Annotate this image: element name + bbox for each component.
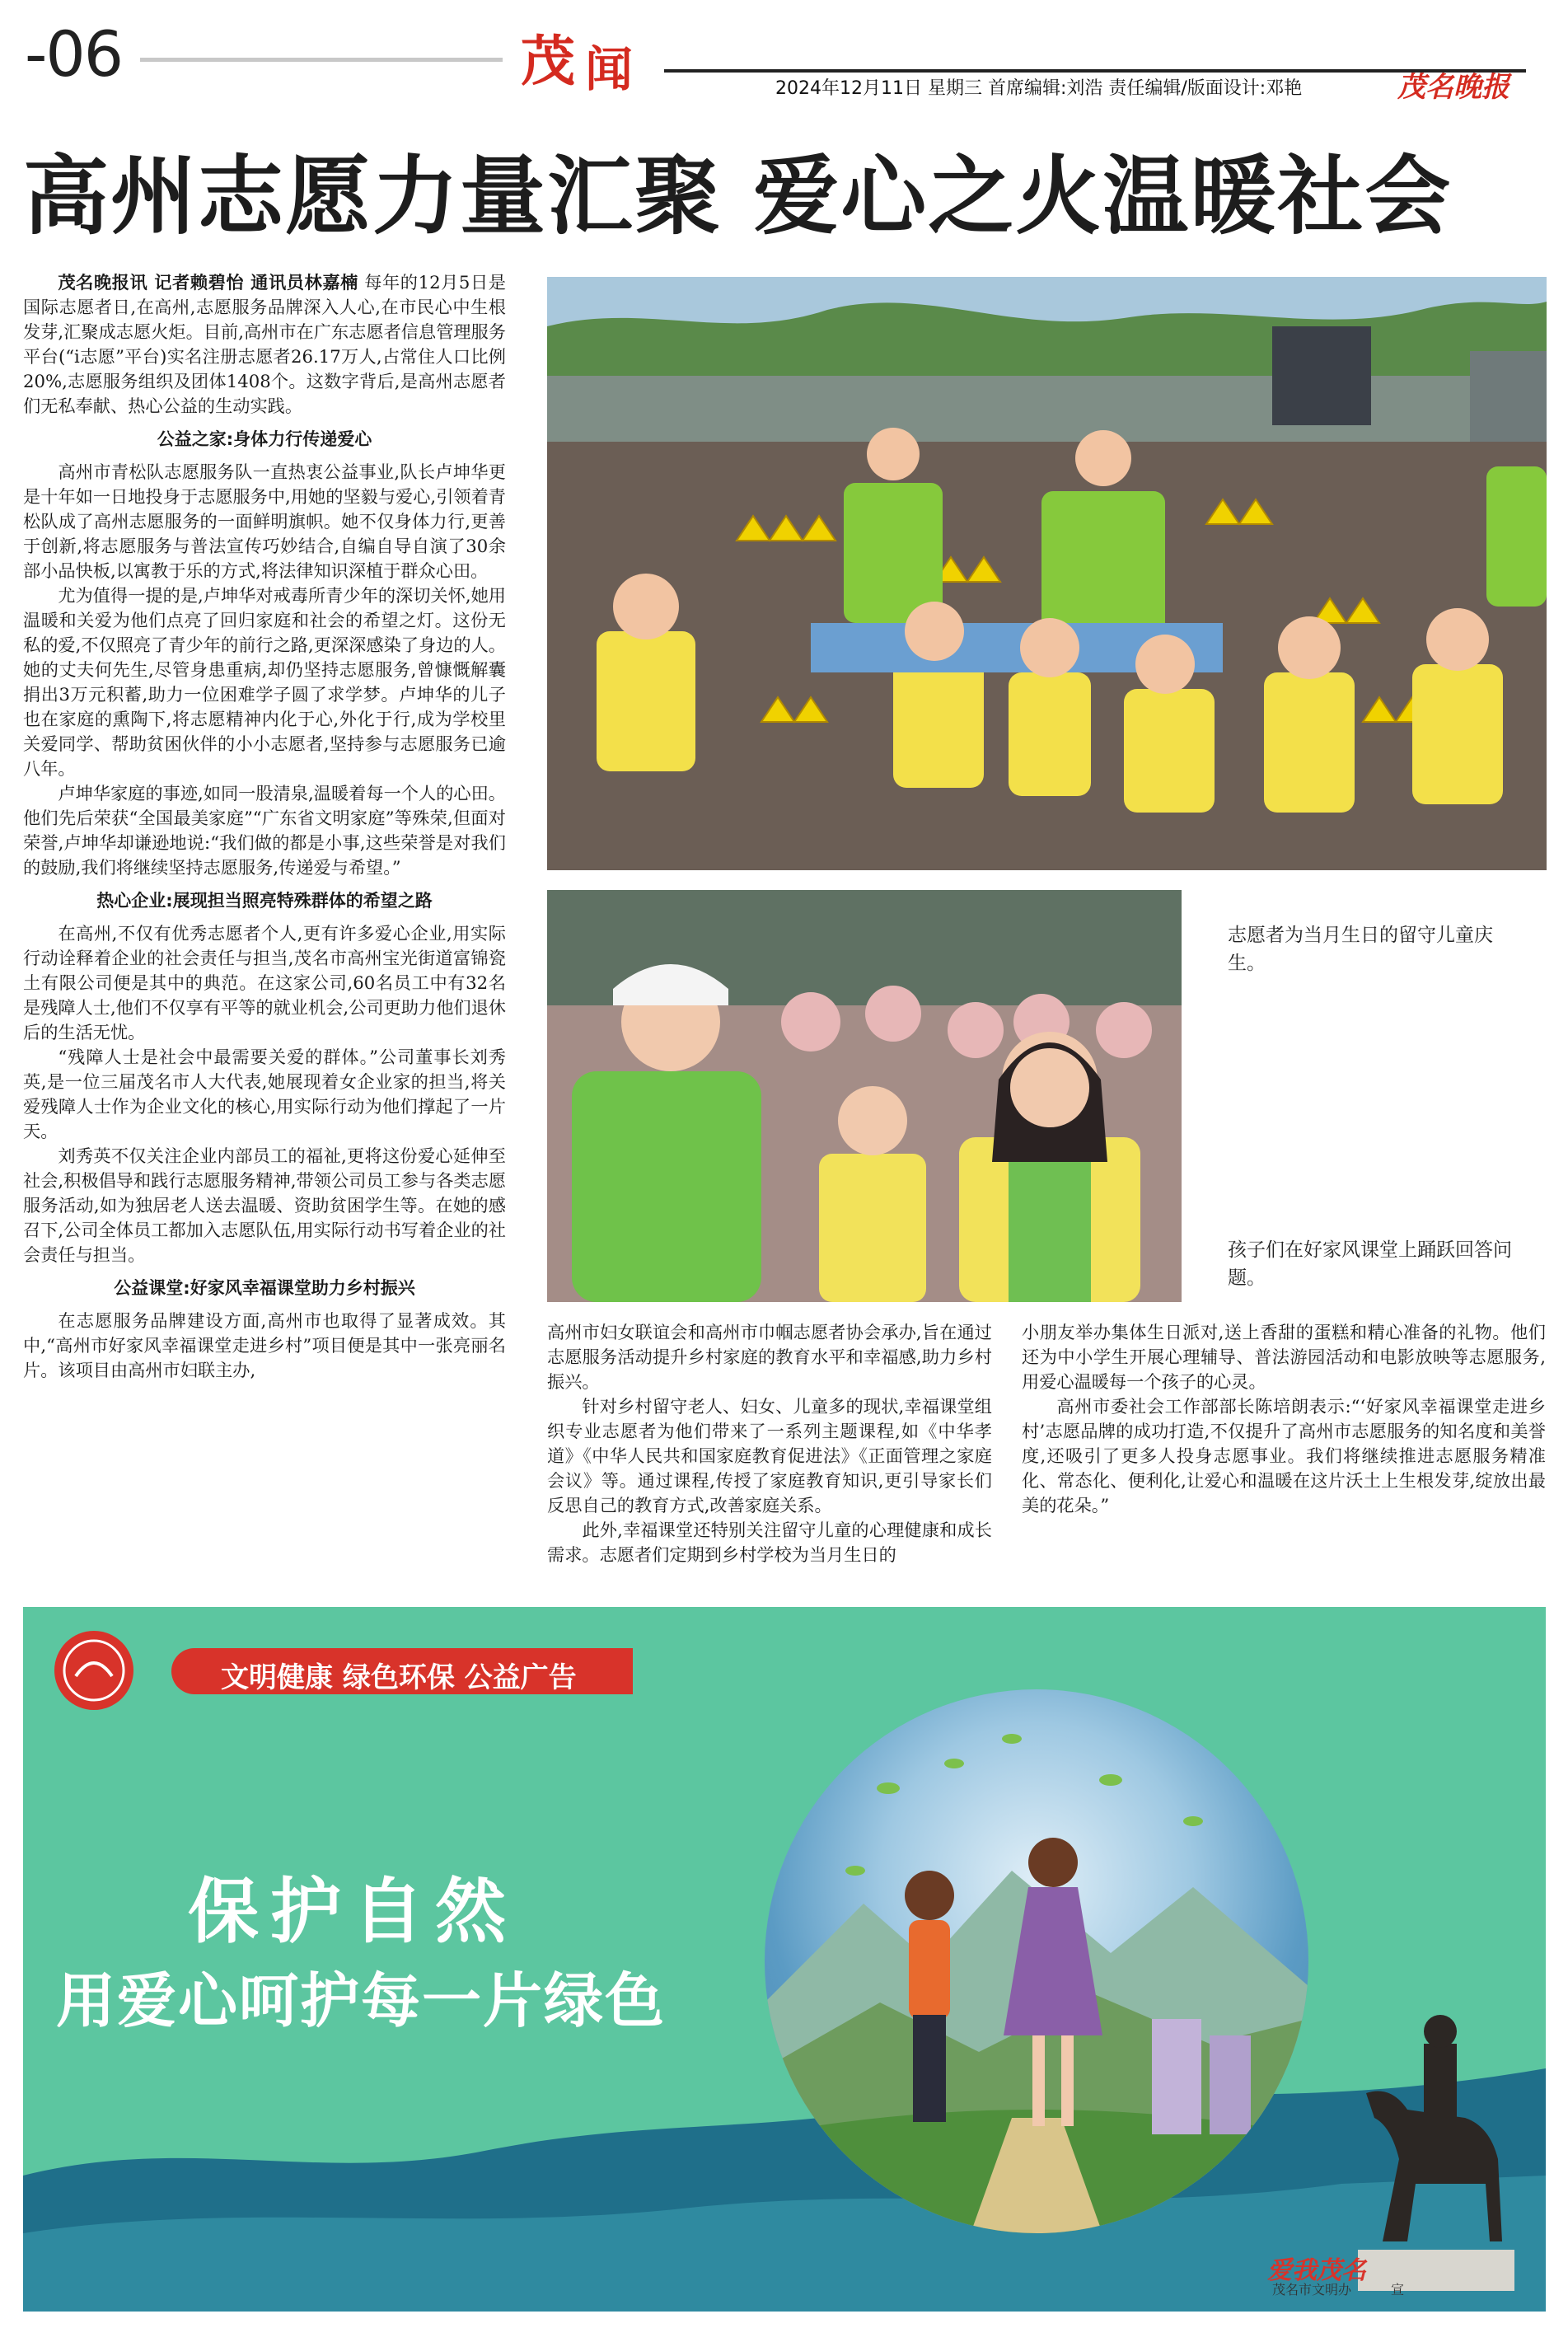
lead-text: 每年的12月5日是国际志愿者日,在高州,志愿服务品牌深入人心,在市民心中生根发芽,汇聚成志愿火炬。目前,高州市在广东志愿者信息管理服务平台(“i志愿”平台)实名注册志愿者26.17万人,占常住人口比例20%,志愿服务组织及团体1408个。这数字背后,是高州志愿者们无私奉献、热心公益的生动实践。: [23, 272, 506, 416]
subheading: 热心企业:展现担当照亮特殊群体的希望之路: [96, 891, 433, 911]
ad-banner: [171, 1648, 633, 1694]
photo-caption-1: 志愿者为当月生日的留守儿童庆生。: [1228, 925, 1493, 974]
ad-illustration-art: [765, 1689, 1308, 2233]
body-paragraph: 针对乡村留守老人、妇女、儿童多的现状,幸福课堂组织专业志愿者为他们带来了一系列主题课程,如《中华孝道》《中华人民共和国家庭教育促进法》《正面管理之家庭会议》等。通过课程,传授了家庭教育知识,更引导家长们反思自己的教育方式,改善家庭关系。: [547, 1396, 992, 1515]
subheading: 公益之家:身体力行传递爱心: [157, 429, 372, 449]
ad-credit: 茂名市文明办: [1272, 2282, 1352, 2298]
byline: 茂名晚报讯 记者赖碧怡 通讯员林嘉楠: [58, 272, 358, 293]
subheading: 公益课堂:好家风幸福课堂助力乡村振兴: [114, 1278, 415, 1298]
body-paragraph: 卢坤华家庭的事迹,如同一股清泉,温暖着每一个人的心田。他们先后荣获“全国最美家庭”“广东省文明家庭”等殊荣,但面对荣誉,卢坤华却谦逊地说:“我们做的都是小事,这些荣誉是对我们的鼓励,我们将继续坚持志愿服务,传递爱与希望。”: [23, 783, 506, 878]
ad-signature-logo: 爱我茂名: [1267, 2256, 1366, 2285]
body-paragraph: 在高州,不仅有优秀志愿者个人,更有许多爱心企业,用实际行动诠释着企业的社会责任与担当,茂名市高州宝光街道富锦瓷土有限公司便是其中的典范。在这家公司,60名员工中有32名是残障人士,他们不仅享有平等的就业机会,公司更助力他们退休后的生活无忧。: [23, 923, 506, 1042]
section-title-char-1: 茂: [521, 29, 575, 93]
emblem-logo: [43, 1625, 150, 1716]
photo-family-classroom-illustration: [547, 890, 1182, 1302]
body-paragraph: 在志愿服务品牌建设方面,高州市也取得了显著成效。其中,“高州市好家风幸福课堂走进乡村”项目便是其中一张亮丽名片。该项目由高州市妇联主办,: [23, 1310, 506, 1380]
photo-birthday-party: [547, 277, 1547, 870]
photo-caption-2: 孩子们在好家风课堂上踊跃回答问题。: [1228, 1239, 1512, 1289]
photo-birthday-party-illustration: [547, 277, 1547, 870]
body-paragraph: 高州市委社会工作部部长陈培朗表示:“‘好家风幸福课堂走进乡村’志愿品牌的成功打造,不仅提升了高州市志愿服务的知名度和美誉度,还吸引了更多人投身志愿事业。我们将继续推进志愿服务精准化、常态化、便利化,让爱心和温暖在这片沃土上生根发芽,绽放出最美的花朵。”: [1022, 1396, 1546, 1515]
page-headline: 高州志愿力量汇聚 爱心之火温暖社会: [23, 146, 1453, 246]
ad-credit-mark: 宣: [1391, 2282, 1405, 2298]
body-paragraph: “残障人士是社会中最需要关爱的群体。”公司董事长刘秀英,是一位三届茂名市人大代表,她展现着女企业家的担当,将关爱残障人士作为企业文化的核心,用实际行动为他们撑起了一片天。: [23, 1047, 506, 1141]
article-column-3: [1022, 1320, 1546, 1518]
ad-banner-text: 文明健康 绿色环保 公益广告: [221, 1661, 577, 1694]
section-title-char-2: 闻: [585, 41, 634, 97]
section-title: [521, 29, 653, 97]
body-paragraph: 刘秀英不仅关注企业内部员工的福祉,更将这份爱心延伸至社会,积极倡导和践行志愿服务精神,带领公司员工参与各类志愿服务活动,如为独居老人送去温暖、资助贫困学生等。在她的感召下,公司全体员工都加入志愿队伍,用实际行动书写着企业的社会责任与担当。: [23, 1145, 506, 1265]
body-paragraph: 高州市妇女联谊会和高州市巾帼志愿者协会承办,旨在通过志愿服务活动提升乡村家庭的教育水平和幸福感,助力乡村振兴。: [547, 1322, 992, 1392]
ad-headline-1: 保护自然: [188, 1871, 517, 1953]
page-number: -06: [25, 17, 123, 91]
body-paragraph: 小朋友举办集体生日派对,送上香甜的蛋糕和精心准备的礼物。他们还为中小学生开展心理辅导、普法游园活动和电影放映等志愿服务,用爱心温暖每一个孩子的心灵。: [1022, 1322, 1546, 1392]
header-rule: [140, 58, 503, 62]
public-service-ad: [23, 1607, 1546, 2312]
body-paragraph: 尤为值得一提的是,卢坤华对戒毒所青少年的深切关怀,她用温暖和关爱为他们点亮了回归家庭和社会的希望之灯。这份无私的爱,不仅照亮了青少年的前行之路,更深深感染了身边的人。她的丈夫何先生,尽管身患重病,却仍坚持志愿服务,曾慷慨解囊捐出3万元积蓄,助力一位困难学子圆了求学梦。卢坤华的儿子也在家庭的熏陶下,将志愿精神内化于心,外化于行,成为学校里关爱同学、帮助贫困伙伴的小小志愿者,坚持参与志愿服务已逾八年。: [23, 585, 506, 779]
horse-statue-icon: [1341, 1994, 1523, 2291]
masthead-logo: 茂名晚报: [1397, 71, 1509, 104]
article-column-1: [23, 270, 506, 1383]
article-column-2: [547, 1320, 992, 1567]
ad-circle-illustration: [765, 1689, 1308, 2233]
dateline-bar: [664, 69, 1526, 102]
body-paragraph: 高州市青松队志愿服务队一直热衷公益事业,队长卢坤华更是十年如一日地投身于志愿服务中,用她的坚毅与爱心,引领着青松队成了高州志愿服务的一面鲜明旗帜。她不仅身体力行,更善于创新,将志愿服务与普法宣传巧妙结合,自编自导自演了30余部小品快板,以寓教于乐的方式,将法律知识深植于群众心田。: [23, 461, 506, 581]
dateline-text: 2024年12月11日 星期三 首席编辑:刘浩 责任编辑/版面设计:邓艳: [775, 78, 1303, 99]
lead-paragraph: [23, 270, 506, 419]
body-paragraph: 此外,幸福课堂还特别关注留守儿童的心理健康和成长需求。志愿者们定期到乡村学校为当月生日的: [547, 1520, 992, 1565]
photo-family-classroom: [547, 890, 1182, 1302]
emblem-logo-icon: [43, 1625, 150, 1716]
ad-headline-2: 用爱心呵护每一片绿色: [56, 1966, 667, 2035]
